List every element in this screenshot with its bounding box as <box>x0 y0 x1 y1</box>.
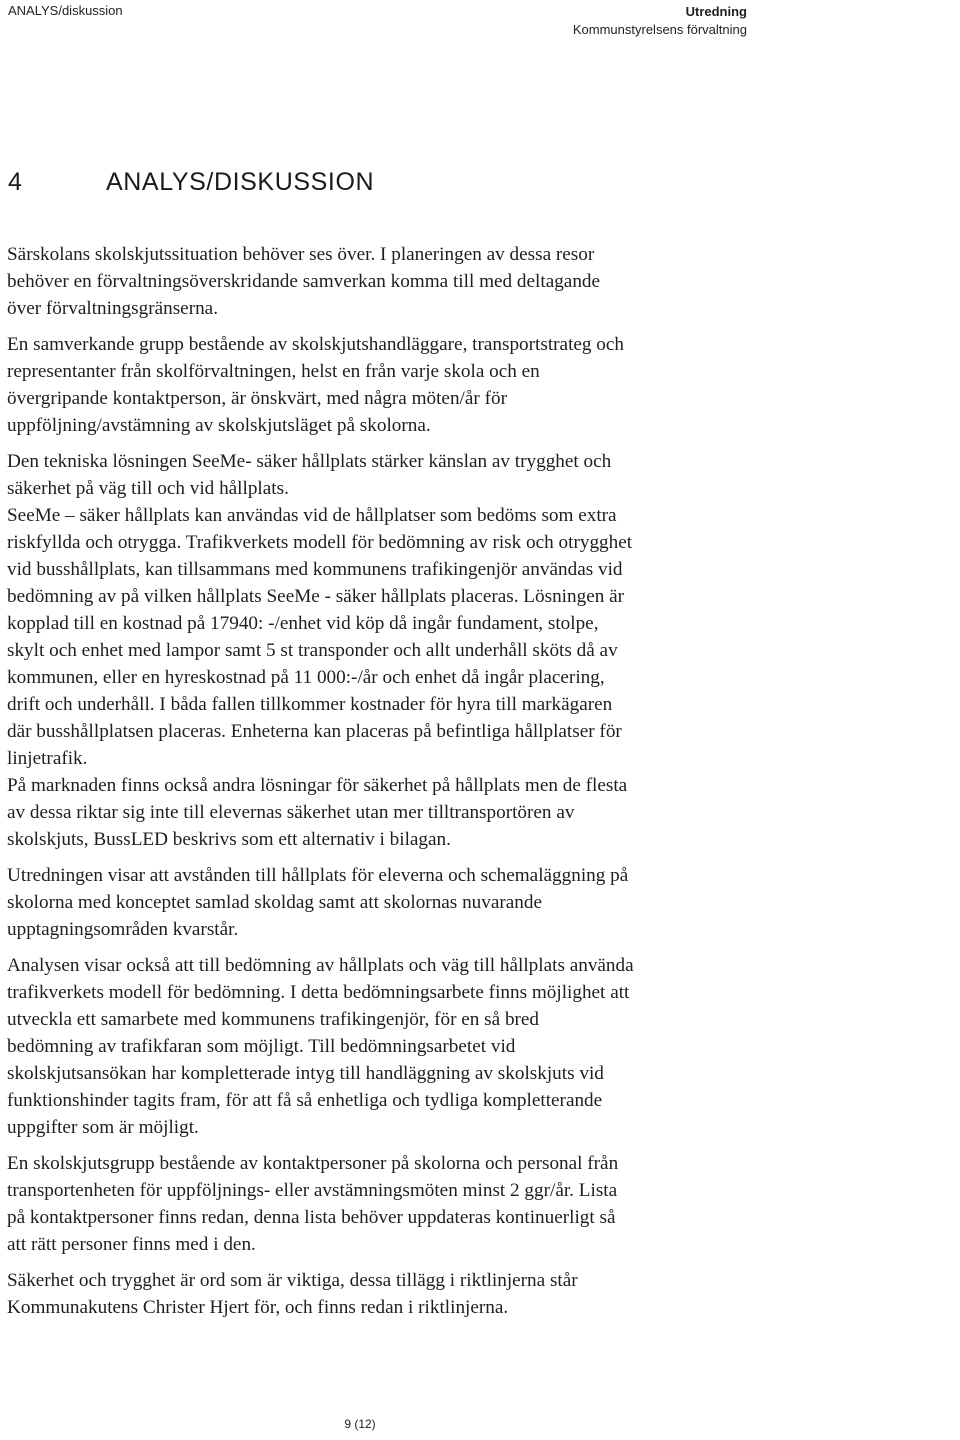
text-line: drift och underhåll. I båda fallen tillkommer kostnader för hyra till markägaren <box>7 694 613 715</box>
text-line: skolorna med konceptet samlad skoldag samt att skolornas nuvarande <box>7 892 542 913</box>
text-line: säkerhet på väg till och vid hållplats. <box>7 478 289 499</box>
text-line: Analysen visar också att till bedömning av hållplats och väg till hållplats använda <box>7 955 634 976</box>
text-line: kommunen, eller en hyreskostnad på 11 000:-/år och enhet då ingår placering, <box>7 667 605 688</box>
organization-name: Kommunstyrelsens förvaltning <box>572 22 747 37</box>
paragraph-spacer <box>7 943 767 952</box>
text-line: skylt och enhet med lampor samt 5 st transponder och allt underhåll sköts då av <box>7 640 618 661</box>
text-line: utveckla ett samarbete med kommunens trafikingenjör, för en så bred <box>7 1009 540 1030</box>
text-line: vid busshållplats, kan tillsammans med kommunens trafikingenjör användas vid <box>7 559 623 580</box>
text-line: behöver en förvaltningsöverskridande samverkan komma till med deltagande <box>7 271 601 292</box>
paragraph-spacer <box>7 853 767 862</box>
text-line: En skolskjutsgrupp bestående av kontaktpersoner på skolorna och personal från <box>7 1153 619 1174</box>
paragraph-spacer <box>7 439 767 448</box>
text-line: riskfyllda och otrygga. Trafikverkets modell för bedömning av risk och otrygghet <box>7 532 633 553</box>
text-line: representanter från skolförvaltningen, helst en från varje skola och en <box>7 361 540 382</box>
text-line: Säkerhet och trygghet är ord som är viktiga, dessa tillägg i riktlinjerna står <box>7 1270 578 1291</box>
text-line: En samverkande grupp bestående av skolskjutshandläggare, transportstrateg och <box>7 334 625 355</box>
paragraph-spacer <box>7 1141 767 1150</box>
text-line: linjetrafik. <box>7 748 88 769</box>
text-line: upptagningsområden kvarstår. <box>7 919 239 940</box>
text-line: transportenheten för uppföljnings- eller avstämningsmöten minst 2 ggr/år. Lista <box>7 1180 618 1201</box>
text-line: över förvaltningsgränserna. <box>7 298 218 319</box>
paragraph <box>7 1150 767 1258</box>
text-line: övergripande kontaktperson, är önskvärt, med några möten/år för <box>7 388 507 409</box>
document-body <box>7 241 767 1321</box>
text-line: uppföljning/avstämning av skolskjutsläget på skolorna. <box>7 415 431 436</box>
text-line: kopplad till en kostnad på 17940: -/enhet vid köp då ingår fundament, stolpe, <box>7 613 599 634</box>
text-line: uppgifter som är möjligt. <box>7 1117 199 1138</box>
paragraph-spacer <box>7 322 767 331</box>
text-line: där busshållplatsen placeras. Enheterna kan placeras på befintliga hållplatser för <box>7 721 622 742</box>
text-line: trafikverkets modell för bedömning. I detta bedömningsarbete finns möjlighet att <box>7 982 630 1003</box>
text-line: bedömning av på vilken hållplats SeeMe - säker hållplats placeras. Lösningen är <box>7 586 625 607</box>
text-line: Utredningen visar att avstånden till hållplats för eleverna och schemaläggning på <box>7 865 629 886</box>
text-line: på kontaktpersoner finns redan, denna lista behöver uppdateras kontinuerligt så <box>7 1207 616 1228</box>
paragraph <box>7 1267 767 1321</box>
section-title: ANALYS/DISKUSSION <box>106 168 375 196</box>
text-line: funktionshinder tagits fram, för att få så enhetliga och tydliga kompletterande <box>7 1090 603 1111</box>
document-header <box>573 3 747 39</box>
document-type: Utredning <box>685 4 747 19</box>
paragraph <box>7 331 767 439</box>
text-line: skolskjuts, BussLED beskrivs som ett alternativ i bilagan. <box>7 829 451 850</box>
paragraph <box>7 862 767 943</box>
page-number: 9 (12) <box>344 1417 376 1431</box>
text-line: skolskjutsansökan har kompletterade intyg till handläggning av skolskjuts vid <box>7 1063 604 1084</box>
text-line: bedömning av trafikfaran som möjligt. Till bedömningsarbetet vid <box>7 1036 516 1057</box>
header-breadcrumb: ANALYS/diskussion <box>8 3 123 18</box>
section-heading <box>8 168 374 197</box>
paragraph <box>7 448 767 853</box>
paragraph <box>7 241 767 322</box>
text-line: Kommunakutens Christer Hjert för, och finns redan i riktlinjerna. <box>7 1297 509 1318</box>
text-line: att rätt personer finns med i den. <box>7 1234 256 1255</box>
paragraph <box>7 952 767 1141</box>
text-line: Särskolans skolskjutssituation behöver ses över. I planeringen av dessa resor <box>7 244 595 265</box>
paragraph-spacer <box>7 1258 767 1267</box>
text-line: På marknaden finns också andra lösningar för säkerhet på hållplats men de flesta <box>7 775 628 796</box>
section-number: 4 <box>8 168 23 196</box>
text-line: Den tekniska lösningen SeeMe- säker hållplats stärker känslan av trygghet och <box>7 451 612 472</box>
text-line: SeeMe – säker hållplats kan användas vid de hållplatser som bedöms som extra <box>7 505 617 526</box>
text-line: av dessa riktar sig inte till elevernas säkerhet utan mer tilltransportören av <box>7 802 575 823</box>
